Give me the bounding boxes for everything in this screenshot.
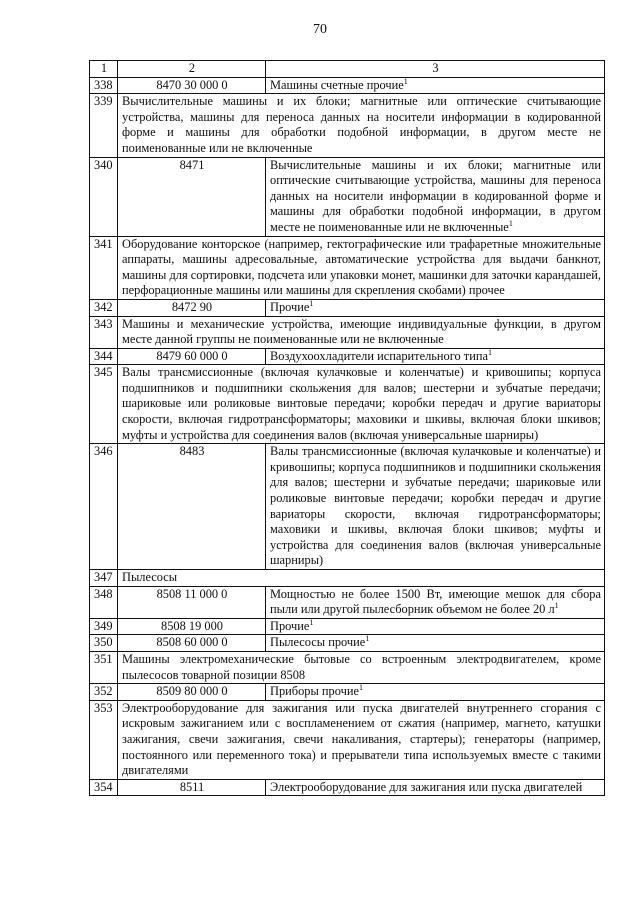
tn-ved-code: 8509 80 000 0 [118,684,266,701]
tn-ved-code: 8508 60 000 0 [118,635,266,652]
table-header-row [90,61,605,78]
table-row [90,236,605,299]
group-heading: Электрооборудование для зажигания или пуска двигателей внутреннего сгорания с искровым зажиганием или с воспламенением от сжатия (например, магнето, катушки зажигания, свечи зажигания, свечи накаливания, стартеры); генераторы (например, постоянного или переменного тока) и прерыватели типа используемых вместе с такими двигателями [118,700,605,779]
tn-ved-code: 8472 90 [118,299,266,316]
row-number: 343 [90,316,118,348]
table-row [90,316,605,348]
footnote-marker: 1 [309,617,314,627]
group-heading: Машины и механические устройства, имеющие индивидуальные функции, в другом месте данной группы не поименованные или не включенные [118,316,605,348]
table-row [90,365,605,444]
group-heading: Вычислительные машины и их блоки; магнитные или оптические считывающие устройства, машины для переноса данных на носители информации в кодированной форме и машины для обработки подобной информации, в другом месте не поименованные или не включенные [118,94,605,157]
table-row [90,684,605,701]
table-row [90,700,605,779]
description-text: Прочие [270,618,310,633]
page-number: 70 [313,22,327,37]
footnote-marker: 1 [487,347,492,357]
row-number: 348 [90,586,118,618]
row-number: 354 [90,779,118,796]
header-cell-2: 2 [118,61,266,78]
row-number: 344 [90,348,118,365]
group-heading: Пылесосы [118,570,605,587]
item-description [266,618,605,635]
row-number: 338 [90,77,118,94]
row-number: 342 [90,299,118,316]
footnote-marker: 1 [508,218,513,228]
item-description [266,157,605,236]
description-text: Приборы прочие [270,684,359,699]
footnote-marker: 1 [309,298,314,308]
item-description [266,299,605,316]
footnote-marker: 1 [554,601,559,611]
item-description [266,444,605,570]
footnote-marker: 1 [358,683,363,693]
item-description [266,77,605,94]
tn-ved-code: 8508 11 000 0 [118,586,266,618]
table-body [90,61,605,796]
description-text: Прочие [270,299,310,314]
tn-ved-code: 8470 30 000 0 [118,77,266,94]
description-text: Электрооборудование для зажигания или пуска двигателей [270,779,583,794]
row-number: 353 [90,700,118,779]
item-description [266,586,605,618]
item-description [266,684,605,701]
description-text: Пылесосы прочие [270,635,366,650]
description-text: Вычислительные машины и их блоки; магнитные или оптические считывающие устройства, машины для переноса данных на носители информации в кодированной форме и машины для обработки подобной информации, в другом месте не поименованные или не включенные [270,157,601,234]
group-heading: Машины электромеханические бытовые со встроенным электродвигателем, кроме пылесосов товарной позиции 8508 [118,651,605,683]
row-number: 351 [90,651,118,683]
tn-ved-code: 8508 19 000 [118,618,266,635]
row-number: 350 [90,635,118,652]
header-cell-3: 3 [266,61,605,78]
table-row [90,444,605,570]
row-number: 341 [90,236,118,299]
tn-ved-code: 8479 60 000 0 [118,348,266,365]
group-heading: Валы трансмиссионные (включая кулачковые и коленчатые) и кривошипы; корпуса подшипников и подшипники скольжения для валов; шестерни и зубчатые передачи; шариковые или роликовые винтовые передачи; коробки передач и другие вариаторы скорости, включая гидротрансформаторы; маховики и шкивы, включая блоки шкивов; муфты и устройства для соединения валов (включая универсальные шарниры) [118,365,605,444]
item-description [266,635,605,652]
classification-table [89,60,605,796]
item-description [266,779,605,796]
description-text: Воздухоохладители испарительного типа [270,348,488,363]
row-number: 349 [90,618,118,635]
table-row [90,299,605,316]
table-row [90,348,605,365]
row-number: 345 [90,365,118,444]
table-row [90,94,605,157]
table-row [90,635,605,652]
table-row [90,586,605,618]
table-row [90,651,605,683]
row-number: 340 [90,157,118,236]
row-number: 339 [90,94,118,157]
group-heading: Оборудование конторское (например, гектографические или трафаретные множительные аппараты, машины адресовальные, автоматические устройства для выдачи банкнот, машины для сортировки, подсчета или упаковки монет, машинки для заточки карандашей, перфорационные машины или машины для скрепления скобами) прочее [118,236,605,299]
footnote-marker: 1 [365,634,370,644]
row-number: 352 [90,684,118,701]
footnote-marker: 1 [403,76,408,86]
table-row [90,618,605,635]
row-number: 346 [90,444,118,570]
header-cell-1: 1 [90,61,118,78]
item-description [266,348,605,365]
row-number: 347 [90,570,118,587]
description-text: Машины счетные прочие [270,77,404,92]
table-row [90,779,605,796]
table-row [90,570,605,587]
table-row [90,77,605,94]
tn-ved-code: 8471 [118,157,266,236]
description-text: Валы трансмиссионные (включая кулачковые и коленчатые) и кривошипы; корпуса подшипников и подшипники скольжения для валов; шестерни и зубчатые передачи; шариковые или роликовые винтовые передачи; коробки передач и другие вариаторы скорости, включая гидротрансформаторы; маховики и шкивы, включая блоки шкивов; муфты и устройства для соединения валов (включая универсальные шарниры) [270,444,601,568]
tn-ved-code: 8511 [118,779,266,796]
tn-ved-code: 8483 [118,444,266,570]
table-row [90,157,605,236]
description-text: Мощностью не более 1500 Вт, имеющие мешок для сбора пыли или другой пылесборник объемом не более 20 л [270,586,601,617]
